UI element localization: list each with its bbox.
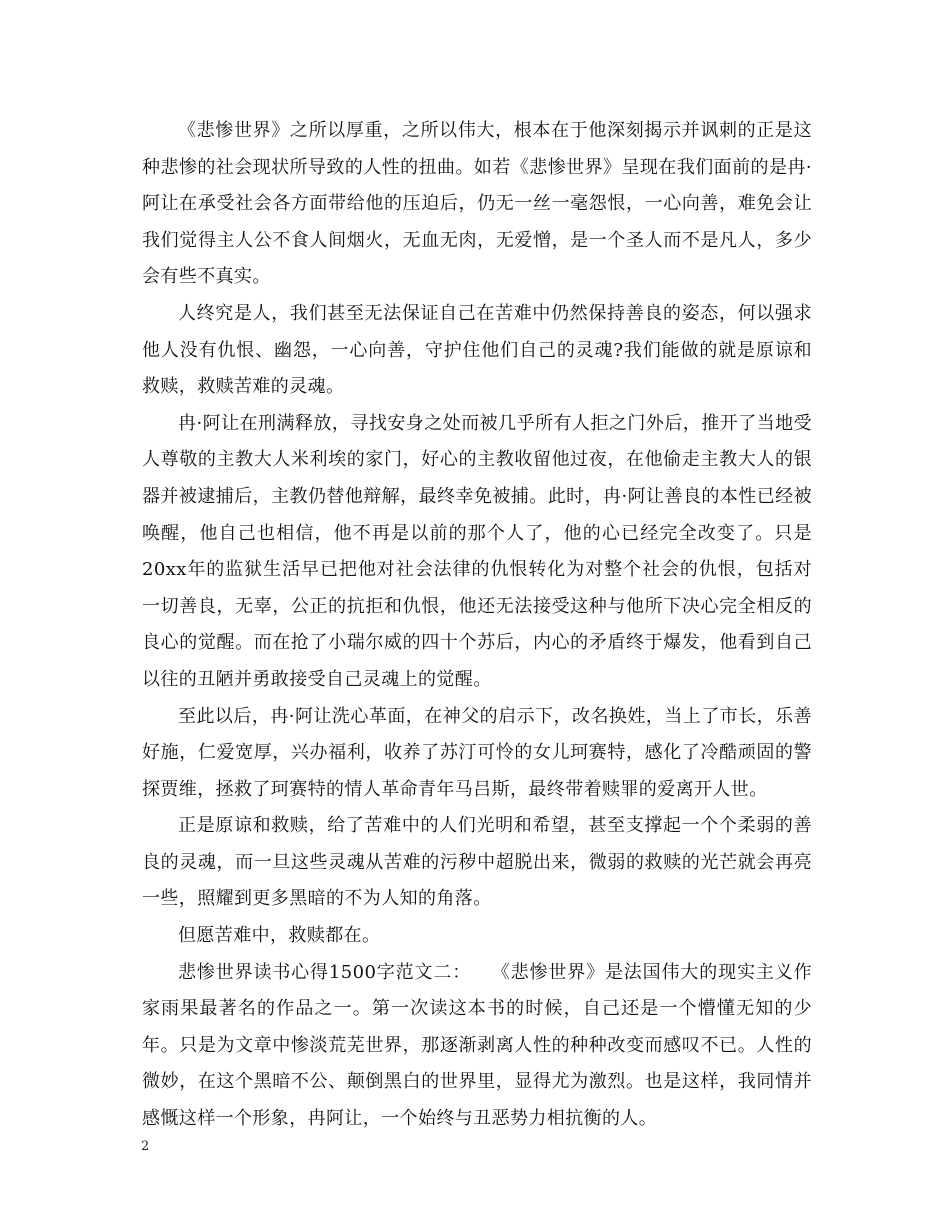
- paragraph-1: 《悲惨世界》之所以厚重，之所以伟大，根本在于他深刻揭示并讽刺的正是这种悲惨的社会现状所导致的人性的扭曲。如若《悲惨世界》呈现在我们面前的是冉·阿让在承受社会各方面带给他的压迫后，仍无一丝一毫怨恨，一心向善，难免会让我们觉得主人公不食人间烟火，无血无肉，无爱憎，是一个圣人而不是凡人，多少会有些不真实。: [142, 120, 812, 288]
- paragraph-4: 至此以后，冉·阿让洗心革面，在神父的启示下，改名换姓，当上了市长，乐善好施，仁爱宽厚，兴办福利，收养了苏汀可怜的女儿珂赛特，感化了冷酷顽固的警探贾维，拯救了珂赛特的情人革命青年马吕斯，最终带着赎罪的爱离开人世。: [142, 705, 812, 800]
- paragraph-6: 但愿苦难中，救赎都在。: [178, 925, 381, 947]
- body-text: [142, 113, 812, 1138]
- paragraph-7: 悲惨世界读书心得1500字范文二： 《悲惨世界》是法国伟大的现实主义作家雨果最著名的作品之一。第一次读这本书的时候，自己还是一个懵懂无知的少年。只是为文章中惨淡荒芜世界，那逐渐剥离人性的种种改变而感叹不已。人性的微妙，在这个黑暗不公、颠倒黑白的世界里，显得尤为激烈。也是这样，我同情并感慨这样一个形象，冉阿让，一个始终与丑恶势力相抗衡的人。: [142, 961, 812, 1130]
- paragraph-3: 冉·阿让在刑满释放，寻找安身之处而被几乎所有人拒之门外后，推开了当地受人尊敬的主教大人米利埃的家门，好心的主教收留他过夜，在他偷走主教大人的银器并被逮捕后，主教仍替他辩解，最终幸免被捕。此时，冉·阿让善良的本性已经被唤醒，他自己也相信，他不再是以前的那个人了，他的心已经完全改变了。只是20xx年的监狱生活早已把他对社会法律的仇恨转化为对整个社会的仇恨，包括对一切善良，无辜，公正的抗拒和仇恨，他还无法接受这种与他所下决心完全相反的良心的觉醒。而在抢了小瑞尔威的四十个苏后，内心的矛盾终于爆发，他看到自己以往的丑陋并勇敢接受自己灵魂上的觉醒。: [142, 412, 812, 690]
- paragraph-5: 正是原谅和救赎，给了苦难中的人们光明和希望，甚至支撑起一个个柔弱的善良的灵魂，而一旦这些灵魂从苦难的污秽中超脱出来，微弱的救赎的光芒就会再亮一些，照耀到更多黑暗的不为人知的角落。: [142, 815, 812, 910]
- page-number: 2: [141, 1139, 150, 1154]
- paragraph-2: 人终究是人，我们甚至无法保证自己在苦难中仍然保持善良的姿态，何以强求他人没有仇恨、幽怨，一心向善，守护住他们自己的灵魂?我们能做的就是原谅和救赎，救赎苦难的灵魂。: [142, 302, 812, 398]
